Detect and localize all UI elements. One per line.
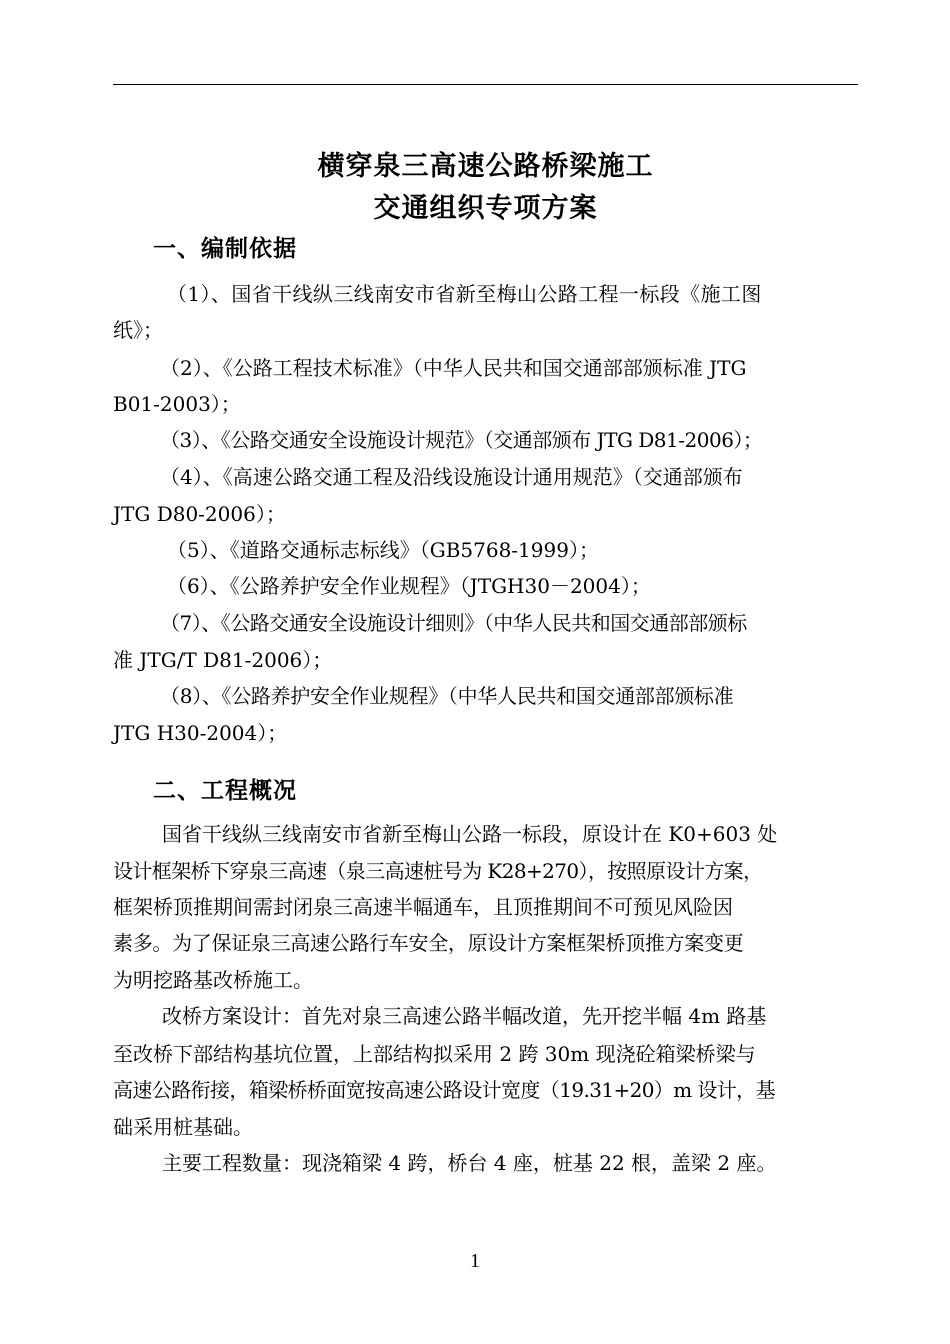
- document-title-line2: 交通组织专项方案: [373, 193, 598, 224]
- overview-paragraph1-line2: 设计框架桥下穿泉三高速（泉三高速桩号为 K28+270），按照原设计方案，: [113, 859, 763, 883]
- basis-item-5: （5）、《道路交通标志标线》（GB5768-1999）；: [167, 538, 599, 562]
- overview-paragraph2-line1: 改桥方案设计：首先对泉三高速公路半幅改道，先开挖半幅 4m 路基: [162, 1004, 767, 1028]
- overview-quantities: 主要工程数量：现浇箱梁 4 跨，桥台 4 座，桩基 22 根，盖梁 2 座。: [162, 1151, 777, 1175]
- header-rule: [113, 84, 858, 85]
- overview-paragraph1-line3: 框架桥顶推期间需封闭泉三高速半幅通车，且顶推期间不可预见风险因: [113, 895, 733, 919]
- basis-item-8-line2: JTG H30-2004）；: [113, 721, 288, 745]
- basis-item-8-line1: （8）、《公路养护安全作业规程》（中华人民共和国交通部部颁标准: [160, 684, 734, 708]
- overview-paragraph2-line2: 至改桥下部结构基坑位置，上部结构拟采用 2 跨 30m 现浇砼箱梁桥梁与: [113, 1042, 756, 1066]
- overview-paragraph1-line4: 素多。为了保证泉三高速公路行车安全，原设计方案框架桥顶推方案变更: [113, 931, 744, 955]
- basis-item-3: （3）、《公路交通安全设施设计规范》（交通部颁布 JTG D81-2006）；: [160, 428, 763, 452]
- basis-item-1-line1: （1）、国省干线纵三线南安市省新至梅山公路工程一标段《施工图: [167, 282, 762, 306]
- basis-item-7-line2: 准 JTG/T D81-2006）；: [113, 648, 333, 672]
- basis-item-7-line1: （7）、《公路交通安全设施设计细则》（中华人民共和国交通部部颁标: [160, 611, 747, 635]
- basis-item-4-line2: JTG D80-2006）；: [113, 502, 286, 526]
- overview-paragraph1-line1: 国省干线纵三线南安市省新至梅山公路一标段，原设计在 K0+603 处: [162, 822, 778, 846]
- basis-item-1-line2: 纸》；: [113, 318, 163, 342]
- basis-item-6: （6）、《公路养护安全作业规程》（JTGH30－2004）；: [167, 574, 651, 598]
- overview-paragraph2-line3: 高速公路衔接，箱梁桥桥面宽按高速公路设计宽度（19.31+20）m 设计，基: [113, 1078, 775, 1102]
- document-title-line1: 横穿泉三高速公路桥梁施工: [317, 151, 654, 182]
- page-number: 1: [470, 1250, 480, 1272]
- basis-item-4-line1: （4）、《高速公路交通工程及沿线设施设计通用规范》（交通部颁布: [160, 465, 743, 489]
- basis-item-2-line2: B01-2003）；: [113, 392, 241, 416]
- section2-heading: 二、工程概况: [153, 778, 297, 804]
- overview-paragraph2-line4: 础采用桩基础。: [113, 1115, 253, 1139]
- overview-paragraph1-line5: 为明挖路基改桥施工。: [113, 968, 313, 992]
- basis-item-2-line1: （2）、《公路工程技术标准》（中华人民共和国交通部部颁标准 JTG: [160, 356, 747, 380]
- section1-heading: 一、编制依据: [153, 236, 297, 262]
